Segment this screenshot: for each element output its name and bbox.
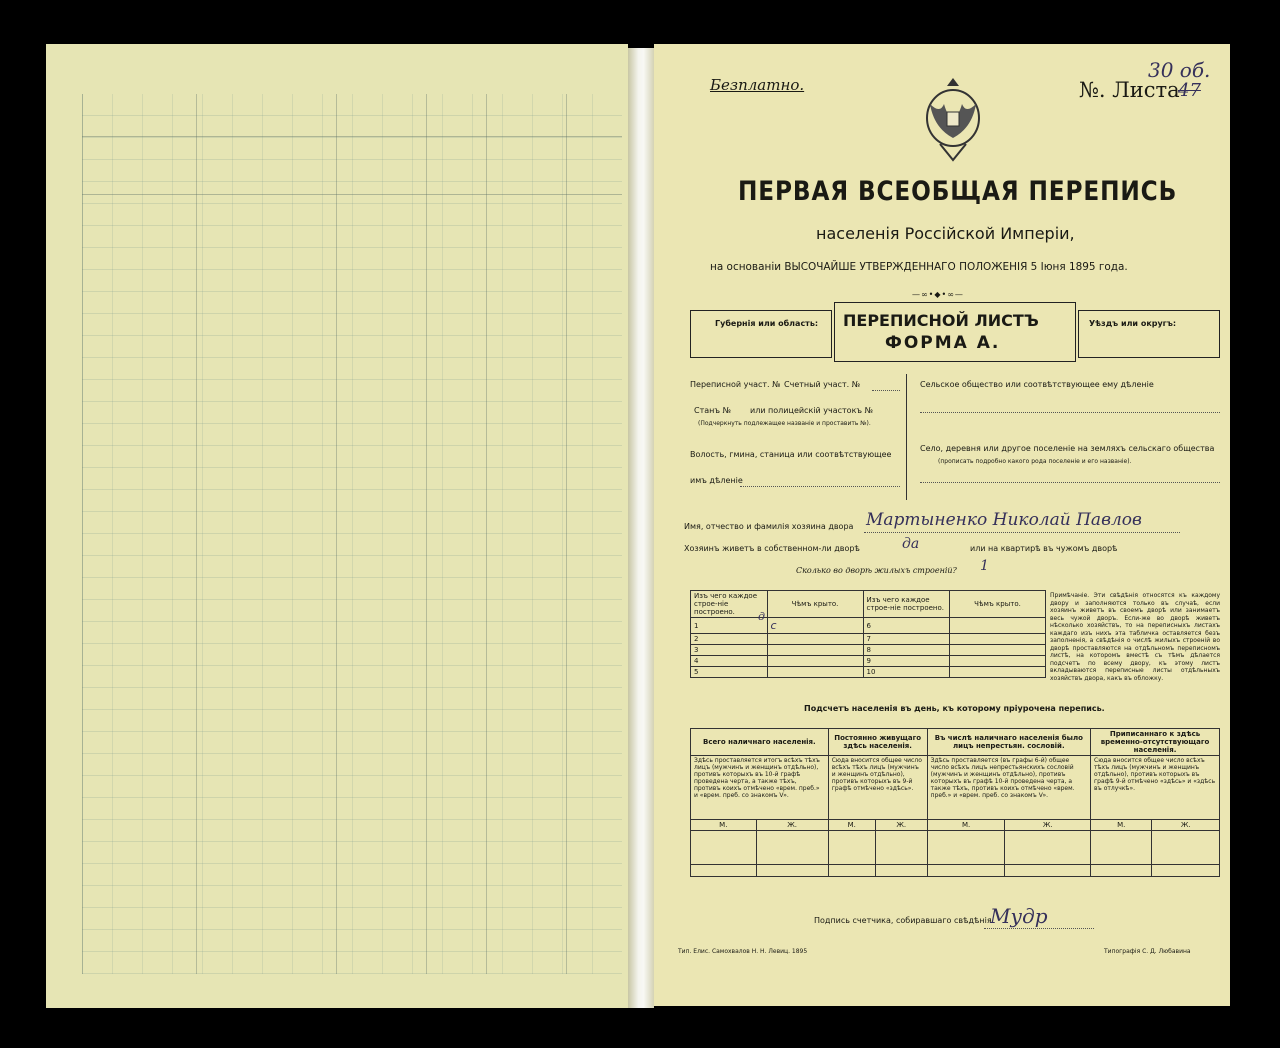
form-letter: ФОРМА А. bbox=[885, 333, 1001, 353]
m-label: М. bbox=[691, 820, 757, 831]
village-label: Село, деревня или другое поселеніе на земляхъ сельскаго общества bbox=[920, 444, 1215, 453]
pop-col-head: Въ числѣ наличнаго населенія было лицъ непрестьян. сословій. bbox=[927, 729, 1090, 756]
roof-entry: с bbox=[767, 618, 863, 634]
own-house-label: Хозяинъ живетъ в собственном-ли дворѣ bbox=[684, 544, 860, 553]
row-num: 3 bbox=[691, 645, 768, 656]
stan-label: Станъ № bbox=[694, 406, 731, 415]
census-form-page bbox=[654, 44, 1230, 1006]
sheet-number-value: 47 bbox=[1178, 80, 1201, 101]
form-title: ПЕРЕПИСНОЙ ЛИСТЪ bbox=[843, 311, 1039, 330]
ornament: —∞•◆•∞— bbox=[912, 290, 964, 299]
sheet-number-label: №. Листа bbox=[1079, 78, 1180, 102]
gubernia-label: Губернія или область: bbox=[715, 319, 819, 328]
form-basis: на основаніи ВЫСОЧАЙШЕ УТВЕРЖДЕННАГО ПОЛОЖЕНІЯ 5 Іюня 1895 года. bbox=[710, 260, 1128, 273]
form-title-box bbox=[834, 302, 1076, 362]
buildings-value: 1 bbox=[980, 558, 989, 574]
form-main-title: ПЕРВАЯ ВСЕОБЩАЯ ПЕРЕПИСЬ bbox=[738, 176, 1178, 207]
owner-label: Имя, отчество и фамилія хозяина двора bbox=[684, 522, 854, 531]
counting-area-label: Счетный участ. № bbox=[784, 380, 861, 389]
printer-right: Типографія С. Д. Любавина bbox=[1104, 948, 1191, 955]
m-label: М. bbox=[927, 820, 1005, 831]
buildings-note: Примѣчаніе. Эти свѣдѣнія относятся къ каждому двору и заполняются только въ случаѣ, если хозяинъ живетъ въ своемъ дворѣ или занимаетъ весь чужой дворъ. Если-же во дворѣ живетъ нѣсколько хозяйствъ, то на переписныхъ листахъ каждаго изъ нихъ эта табличка оставляется безъ заполненія, а свѣдѣнія о числѣ жилыхъ строеній во дворѣ проставляются на отдѣльномъ переписномъ листѣ, на которомъ вместѣ съ тѣмъ дѣлается подсчетъ по всему двору, къ этому листъ вкладываются переписные листы отдѣльныхъ хозяйствъ двора, какъ въ обложку. bbox=[1050, 592, 1220, 682]
population-table bbox=[690, 728, 1220, 877]
volost-label: Волость, гмина, станица или соотвѣтствующее bbox=[690, 450, 892, 459]
book-spine bbox=[628, 48, 654, 1008]
owner-name: Мартыненко Николай Павлов bbox=[866, 510, 1142, 530]
f-label: Ж. bbox=[1152, 820, 1220, 831]
gubernia-box bbox=[690, 310, 832, 358]
pop-col-desc: Сюда вносится общее число всѣхъ тѣхъ лицъ (мужчинъ и женщинъ отдѣльно), противъ которыхъ въ графѣ 9-й отмѣчено «здѣсь» и «здѣсь въ отлучкѣ». bbox=[1091, 756, 1220, 820]
imperial-eagle-icon bbox=[922, 74, 984, 166]
buildings-label: Сколько во дворѣ жилыхъ строеній? bbox=[796, 566, 957, 575]
printer-left: Тип. Елис. Самохвалов Н. Н. Левиц. 1895 bbox=[678, 948, 808, 955]
division-label: имъ дѣленіе bbox=[690, 476, 743, 485]
pop-col-head: Приписаннаго к здѣсь временно-отсутствующаго населенія. bbox=[1091, 729, 1220, 756]
pop-col-desc: Здѣсь проставляется итогъ всѣхъ тѣхъ лицъ (мужчинъ и женщинъ отдѣльно), противъ которыхъ въ 10-й графѣ проведена черта, а также тѣхъ, противъ коихъ отмѣчено «врем. преб.» и «врем. преб. со знакомъ V». bbox=[691, 756, 829, 820]
archive-number: 30 об. bbox=[1148, 58, 1211, 82]
police-area-label: или полицейскій участокъ № bbox=[750, 406, 873, 415]
pop-col-desc: Сюда вносится общее число всѣхъ тѣхъ лицъ (мужчинъ и женщинъ отдѣльно), противъ которыхъ въ 9-й графѣ отмѣчено «здѣсь». bbox=[828, 756, 927, 820]
census-area-label: Переписной участ. № bbox=[690, 380, 781, 389]
row-num: 9 bbox=[863, 656, 949, 667]
signature-value: Мудр bbox=[990, 904, 1048, 928]
f-label: Ж. bbox=[875, 820, 927, 831]
society-label: Сельское общество или соотвѣтствующее ему дѣленіе bbox=[920, 380, 1154, 389]
population-title: Подсчетъ населенія въ день, къ которому пріурочена перепись. bbox=[804, 704, 1105, 713]
row-num: 2 bbox=[691, 634, 768, 645]
m-label: М. bbox=[828, 820, 875, 831]
row-num: 10 bbox=[863, 667, 949, 678]
uezd-box bbox=[1078, 310, 1220, 358]
row-num: 7 bbox=[863, 634, 949, 645]
village-note: (прописать подробно какого рода поселеніе и его названіе). bbox=[938, 458, 1132, 465]
f-label: Ж. bbox=[1005, 820, 1091, 831]
own-house-value: да bbox=[902, 536, 920, 552]
row-num: 4 bbox=[691, 656, 768, 667]
uezd-label: Уѣздъ или округъ: bbox=[1089, 319, 1177, 328]
material-entry: д bbox=[758, 610, 765, 623]
row-num: 6 bbox=[863, 618, 949, 634]
row-num: 8 bbox=[863, 645, 949, 656]
buildings-table bbox=[690, 590, 1046, 678]
form-subtitle: населенія Россійской Имперіи, bbox=[816, 224, 1075, 243]
underline-note: (Подчеркнуть подлежащее названіе и проставить №). bbox=[698, 420, 871, 427]
pop-col-head: Постоянно живущаго здѣсь населенія. bbox=[828, 729, 927, 756]
col-roof-left: Чѣмъ крыто. bbox=[767, 591, 863, 618]
signature-label: Подпись счетчика, собиравшаго свѣдѣнія bbox=[814, 916, 992, 925]
rented-label: или на квартирѣ въ чужомъ дворѣ bbox=[970, 544, 1118, 553]
f-label: Ж. bbox=[756, 820, 828, 831]
col-roof-right: Чѣмъ крыто. bbox=[949, 591, 1045, 618]
col-material-right: Изъ чего каждое строе-ніе построено. bbox=[863, 591, 949, 618]
free-label: Безплатно. bbox=[710, 76, 805, 94]
row-num: 1 bbox=[691, 618, 768, 634]
left-page bbox=[46, 44, 628, 1008]
m-label: М. bbox=[1091, 820, 1152, 831]
faint-grid bbox=[82, 94, 622, 974]
row-num: 5 bbox=[691, 667, 768, 678]
pop-col-desc: Здѣсь проставляется (въ графы 6-й) общее число всѣхъ лицъ непрестьянскихъ сословій (мужчинъ и женщинъ отдѣльно), противъ которыхъ въ графѣ 10-й проведена черта, а также тѣхъ, противъ коихъ отмѣчено «врем. преб.» и «врем. преб. со знакомъ V». bbox=[927, 756, 1090, 820]
col-material-left: Изъ чего каждое строе-ніе построено. bbox=[691, 591, 768, 618]
pop-col-head: Всего наличнаго населенія. bbox=[691, 729, 829, 756]
